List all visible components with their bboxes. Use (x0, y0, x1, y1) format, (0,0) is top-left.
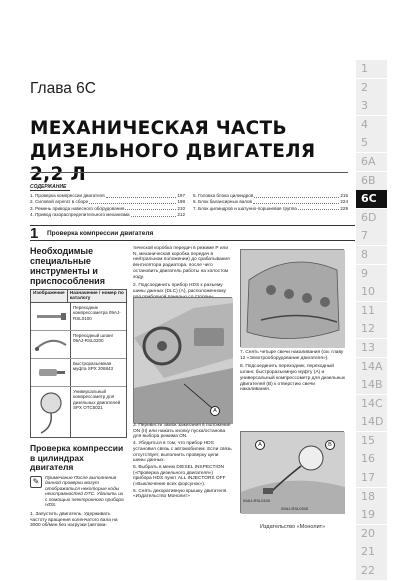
right-column-text (240, 350, 346, 393)
tab-2[interactable]: 2 (356, 79, 387, 97)
tab-17[interactable]: 17 (356, 469, 387, 487)
tools-table (30, 289, 127, 438)
section-number: 1 (30, 224, 39, 242)
section-header (30, 225, 355, 241)
step-text: тической коробка передач в режиме P или N, механическая коробка передач в нейтральном положении) до срабатывания вентилятора радиатора, после чего остановить двигатель работы на холостом ходу. (133, 246, 230, 280)
tool-image (31, 387, 71, 437)
middle-column-lower (133, 423, 232, 500)
image-label: 09AJ-RSL0100 (243, 498, 271, 503)
toc-right-column (193, 193, 348, 218)
tab-19[interactable]: 19 (356, 506, 387, 524)
step-text: 8. Подсоединить переходник, переходный шланг, быстроразъемную муфту (А) и универсальный компрессометр для дизельных двигателей (В) к отверстию свечи накаливания. (240, 364, 346, 393)
step-text: 6. Снять декоративную крышку двигателя. «Издательство Монолит» (133, 488, 228, 500)
table-row (31, 303, 126, 331)
note-box (30, 476, 127, 510)
table-row (31, 331, 126, 359)
tab-4[interactable]: 4 (356, 116, 387, 134)
tab-11[interactable]: 11 (356, 302, 387, 320)
callout-b: B (325, 440, 335, 450)
dashboard-illustration (133, 297, 232, 423)
tab-1[interactable]: 1 (356, 60, 387, 78)
toc-item[interactable]: 1. Проверка компрессии двигателя 197 (30, 193, 185, 198)
left-column (30, 246, 127, 529)
step-text: 7. Снять четыре свечи накаливания (см. главу 12 «Электрооборудование двигателя»). (240, 350, 344, 361)
toc-left-column (30, 193, 185, 218)
tab-13[interactable]: 13 (356, 339, 387, 357)
tab-9[interactable]: 9 (356, 265, 387, 283)
tab-14c[interactable]: 14C (356, 395, 387, 413)
tools-heading: Необходимые специальные инструменты и приспособления (30, 246, 105, 286)
tab-10[interactable]: 10 (356, 283, 387, 301)
tab-14d[interactable]: 14D (356, 413, 387, 431)
step-text: 2. Подсоединить прибор HDS к разъему шины данных (DLC) (A), расположенному (133, 283, 227, 294)
tab-20[interactable]: 20 (356, 525, 387, 543)
note-text: Примечание После выполнения данной проверки могут отображаться некоторые коды неисправностей DTC. Удалить их с помощью электронного прибора HDS. (45, 475, 124, 509)
step-text: 4. Убедиться в том, что прибор HDS установил связь с автомобилем. Если связь отсутствует, выполнить проверку цепи шины данных. (133, 441, 232, 464)
tab-18[interactable]: 18 (356, 488, 387, 506)
chapter-label: Глава 6C (30, 80, 96, 97)
image-label: 09AJ-RSL0200 (281, 506, 309, 511)
compressometer-illustration (240, 431, 344, 513)
tab-16[interactable]: 16 (356, 450, 387, 468)
tab-14a[interactable]: 14A (356, 358, 387, 376)
tab-8[interactable]: 8 (356, 246, 387, 264)
table-row (31, 359, 126, 387)
tab-3[interactable]: 3 (356, 97, 387, 115)
toc-item[interactable]: 4. Привод газораспределительного механизма 212 (30, 211, 185, 217)
subsection-heading: Проверка компрессии в цилиндрах двигателя (30, 443, 124, 472)
tab-22[interactable]: 22 (356, 562, 387, 580)
note-icon: ✎ (30, 476, 42, 488)
title-line-2: ДИЗЕЛЬНОГО ДВИГАТЕЛЯ 2,2 Л (30, 141, 316, 185)
table-of-contents (30, 172, 348, 218)
tab-6a[interactable]: 6A (356, 153, 387, 171)
contents-heading: СОДЕРЖАНИЕ (30, 184, 70, 191)
tool-image (31, 331, 71, 358)
toc-item[interactable]: 2. Силовой агрегат в сборе 198 (30, 199, 185, 205)
table-row (31, 387, 126, 437)
toc-item[interactable]: 7. Блок цилиндров и шатунно-поршневая группа 229 (193, 205, 348, 211)
tab-12[interactable]: 12 (356, 320, 387, 338)
toc-item[interactable]: 5. Головка блока цилиндров 215 (193, 193, 348, 198)
tool-description: Переходник компрессометра 09AJ-RSL0100 (73, 305, 121, 321)
tab-6d[interactable]: 6D (356, 209, 387, 227)
tab-6b[interactable]: 6B (356, 172, 387, 190)
tool-description: Универсальный компрессометр для дизельных двигателей SPX OTC5021 (73, 389, 121, 411)
toc-item[interactable]: 3. Ремень привода навесного оборудования 210 (30, 205, 185, 211)
tool-description: Переходный шланг 09AJ-RSL0200 (73, 333, 114, 344)
tab-15[interactable]: 15 (356, 432, 387, 450)
tool-image (31, 359, 71, 386)
column-header: Изображение (31, 290, 68, 302)
chapter-tabs (356, 60, 387, 581)
tools-table-header (31, 290, 126, 303)
tab-21[interactable]: 21 (356, 543, 387, 561)
section-title: Проверка компрессии двигателя (47, 229, 154, 237)
toc-item[interactable]: 6. Блок балансирных валов 224 (193, 199, 348, 205)
callout-a: A (255, 440, 265, 450)
publisher-footer: Издательство «Монолит» (260, 524, 326, 530)
engine-illustration (240, 249, 344, 347)
step-text: 5. Выбрать в меню DIESEL INSPECTION («Проверка дизельного двигателя») прибора HDS пункт ALL INJECTORS OFF («Выключение всех форсунок»). (133, 464, 226, 488)
step-text: 1. Запустить двигатель. Удерживать частоту вращения коленчатого вала на 3000 об/мин без нагрузки (автома- (30, 512, 118, 529)
callout-a: A (210, 406, 220, 416)
tab-7[interactable]: 7 (356, 227, 387, 245)
tab-5[interactable]: 5 (356, 134, 387, 152)
tab-6c[interactable]: 6C (356, 190, 387, 208)
step-text: 3. Перевести замок зажигания в положение ON (II) или нажать кнопку пуска/останова для выбора режима ON. (133, 423, 231, 440)
tool-image (31, 303, 71, 330)
tool-description: Быстроразъемная муфта SPX 206843 (73, 361, 113, 372)
tab-14b[interactable]: 14B (356, 376, 387, 394)
column-header: Назначение / номер по каталогу (69, 291, 124, 301)
title-line-1: МЕХАНИЧЕСКАЯ ЧАСТЬ (30, 118, 287, 139)
